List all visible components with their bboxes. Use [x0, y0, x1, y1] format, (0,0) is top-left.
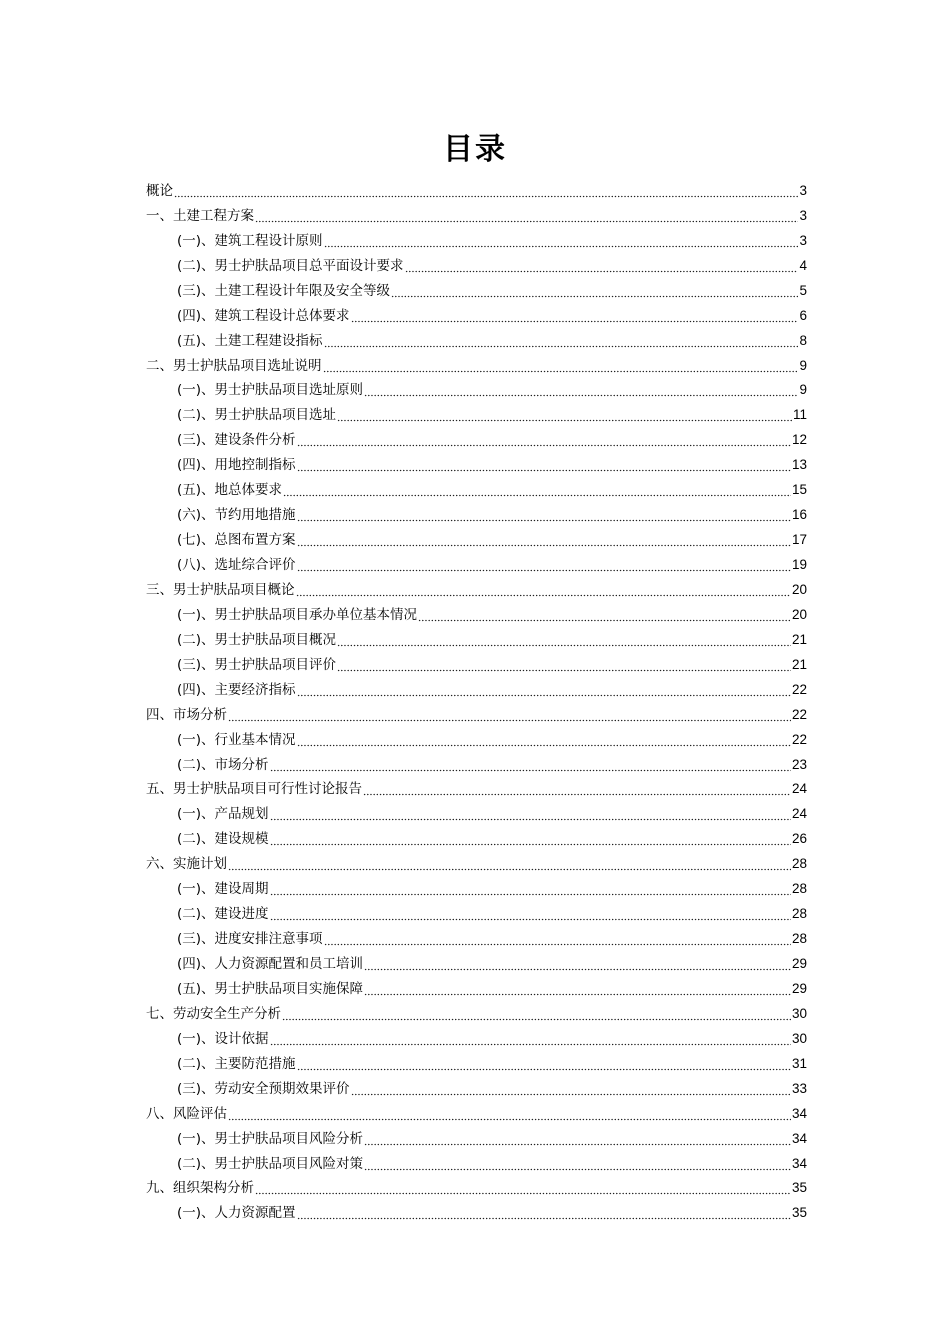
toc-entry-page-number: 22 [791, 731, 807, 747]
toc-dot-leader [297, 681, 791, 699]
toc-entry-page-number: 3 [799, 232, 807, 248]
toc-entry-label: 九、组织架构分析 [146, 1180, 254, 1197]
toc-entry-label: (一)、设计依据 [177, 1030, 269, 1047]
page-title: 目录 [443, 132, 507, 167]
toc-entry-label: (四)、人力资源配置和员工培训 [177, 956, 364, 972]
toc-entry[interactable] [146, 1148, 807, 1173]
toc-dot-leader [297, 731, 791, 749]
toc-entry-label: (四)、用地控制指标 [177, 457, 296, 474]
toc-dot-leader [270, 756, 791, 774]
toc-dot-leader [418, 606, 791, 624]
toc-entry[interactable] [146, 848, 807, 873]
toc-entry[interactable] [146, 399, 807, 424]
toc-entry-page-number: 30 [791, 1030, 807, 1046]
toc-entry[interactable] [146, 375, 807, 400]
toc-entry-page-number: 28 [791, 856, 807, 872]
toc-entry-page-number: 3 [799, 182, 807, 198]
toc-dot-leader [297, 1055, 791, 1073]
toc-entry[interactable] [146, 873, 807, 898]
toc-entry-label: (三)、进度安排注意事项 [177, 931, 323, 948]
toc-entry-label: (一)、建筑工程设计原则 [177, 232, 323, 249]
toc-entry[interactable] [146, 250, 807, 275]
toc-entry-label: (三)、男士护肤品项目评价 [177, 656, 337, 673]
toc-dot-leader [351, 1080, 791, 1098]
toc-entry-page-number: 34 [791, 1130, 807, 1146]
toc-entry-label: (二)、市场分析 [177, 756, 269, 773]
toc-entry-label: (二)、主要防范措施 [177, 1055, 296, 1072]
toc-entry-page-number: 33 [791, 1080, 807, 1096]
toc-entry[interactable] [146, 923, 807, 948]
toc-entry[interactable] [146, 948, 807, 973]
toc-dot-leader [405, 257, 799, 275]
toc-entry[interactable] [146, 225, 807, 250]
toc-entry-label: 二、男士护肤品项目选址说明 [146, 357, 322, 374]
toc-dot-leader [324, 332, 799, 350]
toc-entry-label: (五)、土建工程建设指标 [177, 332, 323, 349]
toc-entry-label: (八)、选址综合评价 [177, 557, 296, 573]
toc-entry-label: (一)、人力资源配置 [177, 1205, 296, 1222]
toc-entry-label: (二)、建设规模 [177, 831, 269, 848]
toc-entry-label: (六)、节约用地措施 [177, 507, 296, 524]
toc-entry[interactable] [146, 1098, 807, 1123]
toc-entry[interactable] [146, 823, 807, 848]
toc-entry-page-number: 28 [791, 931, 807, 947]
toc-entry-page-number: 28 [791, 906, 807, 922]
toc-entry-label: (四)、主要经济指标 [177, 681, 296, 698]
toc-dot-leader [297, 556, 791, 574]
toc-entry-page-number: 9 [799, 357, 807, 373]
toc-entry[interactable] [146, 350, 807, 375]
toc-dot-leader [324, 930, 791, 948]
toc-entry[interactable] [146, 549, 807, 574]
toc-entry-label: (一)、行业基本情况 [177, 731, 296, 748]
toc-dot-leader [270, 905, 791, 923]
toc-entry[interactable] [146, 973, 807, 998]
toc-entry-page-number: 30 [791, 1005, 807, 1021]
toc-dot-leader [337, 631, 791, 649]
toc-entry-page-number: 29 [791, 980, 807, 996]
toc-dot-leader [296, 581, 791, 599]
toc-entry-page-number: 11 [792, 407, 807, 423]
toc-dot-leader [270, 830, 791, 848]
toc-entry[interactable] [146, 774, 807, 799]
toc-entry-page-number: 16 [791, 507, 807, 523]
toc-entry-page-number: 3 [799, 207, 807, 223]
toc-entry[interactable] [146, 1197, 807, 1222]
toc-entry[interactable] [146, 424, 807, 449]
toc-dot-leader [228, 1105, 791, 1123]
toc-dot-leader [270, 805, 791, 823]
toc-entry[interactable] [146, 649, 807, 674]
toc-entry[interactable] [146, 674, 807, 699]
toc-entry-page-number: 21 [791, 631, 807, 647]
toc-entry-label: (一)、男士护肤品项目承办单位基本情况 [177, 606, 418, 623]
toc-entry-label: 六、实施计划 [146, 856, 227, 873]
toc-entry-page-number: 15 [791, 482, 807, 498]
toc-entry[interactable] [146, 624, 807, 649]
toc-dot-leader [324, 232, 799, 250]
toc-entry-label: (二)、建设进度 [177, 906, 269, 923]
toc-dot-leader [364, 955, 791, 973]
toc-dot-leader [363, 780, 791, 798]
toc-entry-page-number: 12 [791, 432, 807, 448]
toc-dot-leader [283, 481, 791, 499]
toc-dot-leader [391, 282, 798, 300]
toc-entry[interactable] [146, 749, 807, 774]
toc-entry-label: (七)、总图布置方案 [177, 532, 296, 549]
toc-dot-leader [297, 431, 791, 449]
toc-entry[interactable] [146, 300, 807, 325]
toc-entry-label: (四)、建筑工程设计总体要求 [177, 307, 350, 324]
toc-dot-leader [297, 456, 791, 474]
toc-entry-label: 三、男士护肤品项目概论 [146, 581, 295, 598]
toc-entry-label: 四、市场分析 [146, 706, 227, 723]
toc-dot-leader [297, 1204, 791, 1222]
toc-entry[interactable] [146, 1073, 807, 1098]
toc-entry-page-number: 21 [791, 656, 807, 672]
toc-entry-page-number: 24 [791, 806, 807, 822]
toc-dot-leader [297, 531, 791, 549]
toc-entry-page-number: 28 [791, 881, 807, 897]
toc-entry[interactable] [146, 200, 807, 225]
toc-entry-label: 八、风险评估 [146, 1105, 227, 1122]
toc-entry-page-number: 22 [791, 681, 807, 697]
toc-entry-page-number: 8 [799, 332, 807, 348]
toc-dot-leader [364, 1130, 791, 1148]
toc-entry[interactable] [146, 524, 807, 549]
toc-entry[interactable] [146, 898, 807, 923]
toc-dot-leader [228, 706, 791, 724]
toc-dot-leader [364, 1155, 791, 1173]
toc-dot-leader [337, 656, 791, 674]
toc-dot-leader [282, 1005, 791, 1023]
toc-dot-leader [337, 406, 792, 424]
toc-entry-page-number: 34 [791, 1155, 807, 1171]
toc-dot-leader [270, 880, 791, 898]
toc-entry[interactable] [146, 499, 807, 524]
toc-entry-label: (二)、男士护肤品项目概况 [177, 631, 337, 648]
toc-dot-leader [255, 1179, 791, 1197]
toc-entry-page-number: 34 [791, 1105, 807, 1121]
toc-dot-leader [351, 307, 799, 325]
toc-entry[interactable] [146, 599, 807, 624]
toc-dot-leader [323, 357, 799, 375]
toc-entry[interactable] [146, 574, 807, 599]
toc-entry-page-number: 24 [791, 781, 807, 797]
toc-entry[interactable] [146, 1173, 807, 1198]
toc-entry[interactable] [146, 275, 807, 300]
toc-entry-label: (五)、地总体要求 [177, 482, 283, 499]
toc-dot-leader [297, 506, 791, 524]
toc-entry-page-number: 6 [799, 307, 807, 323]
toc-entry-label: (二)、男士护肤品项目选址 [177, 407, 337, 424]
toc-entry-label: (二)、男士护肤品项目风险对策 [177, 1155, 364, 1172]
toc-entry-label: 一、土建工程方案 [146, 207, 254, 224]
toc-entry-label: (一)、产品规划 [177, 806, 269, 823]
toc-entry-label: (三)、土建工程设计年限及安全等级 [177, 282, 391, 299]
toc-entry[interactable] [146, 474, 807, 499]
toc-entry[interactable] [146, 325, 807, 350]
table-of-contents [146, 175, 807, 1222]
toc-entry-page-number: 23 [791, 756, 807, 772]
toc-entry-page-number: 5 [799, 282, 807, 298]
toc-entry-label: (三)、建设条件分析 [177, 432, 296, 449]
toc-entry-page-number: 31 [791, 1055, 807, 1071]
toc-entry-page-number: 13 [791, 457, 807, 473]
toc-entry-label: (三)、劳动安全预期效果评价 [177, 1080, 350, 1097]
toc-entry[interactable] [146, 449, 807, 474]
toc-entry[interactable] [146, 724, 807, 749]
toc-entry-page-number: 26 [791, 831, 807, 847]
toc-entry[interactable] [146, 1023, 807, 1048]
toc-dot-leader [255, 207, 798, 225]
toc-dot-leader [270, 1030, 791, 1048]
toc-entry[interactable] [146, 998, 807, 1023]
toc-entry[interactable] [146, 1123, 807, 1148]
toc-entry-label: 五、男士护肤品项目可行性讨论报告 [146, 781, 362, 798]
toc-entry-label: (一)、男士护肤品项目选址原则 [177, 382, 364, 399]
toc-entry-label: (五)、男士护肤品项目实施保障 [177, 980, 364, 997]
toc-dot-leader [364, 381, 798, 399]
toc-dot-leader [174, 182, 798, 200]
toc-entry-page-number: 20 [791, 581, 807, 597]
toc-dot-leader [364, 980, 791, 998]
toc-entry-page-number: 35 [791, 1180, 807, 1196]
toc-dot-leader [228, 855, 791, 873]
toc-entry[interactable] [146, 798, 807, 823]
toc-entry-page-number: 19 [791, 557, 807, 572]
toc-entry[interactable] [146, 699, 807, 724]
toc-entry-label: (一)、建设周期 [177, 881, 269, 898]
toc-entry-page-number: 20 [791, 606, 807, 622]
toc-entry-page-number: 35 [791, 1205, 807, 1221]
toc-entry-page-number: 17 [791, 532, 807, 548]
toc-entry-label: (二)、男士护肤品项目总平面设计要求 [177, 257, 404, 274]
toc-entry-label: 七、劳动安全生产分析 [146, 1005, 281, 1022]
toc-entry-label: (一)、男士护肤品项目风险分析 [177, 1130, 364, 1147]
toc-entry-page-number: 9 [799, 382, 807, 398]
toc-entry[interactable] [146, 1048, 807, 1073]
toc-entry-page-number: 22 [791, 706, 807, 722]
toc-entry-page-number: 4 [799, 257, 807, 273]
toc-entry[interactable] [146, 175, 807, 200]
toc-entry-page-number: 29 [791, 956, 807, 971]
toc-entry-label: 概论 [146, 182, 173, 199]
